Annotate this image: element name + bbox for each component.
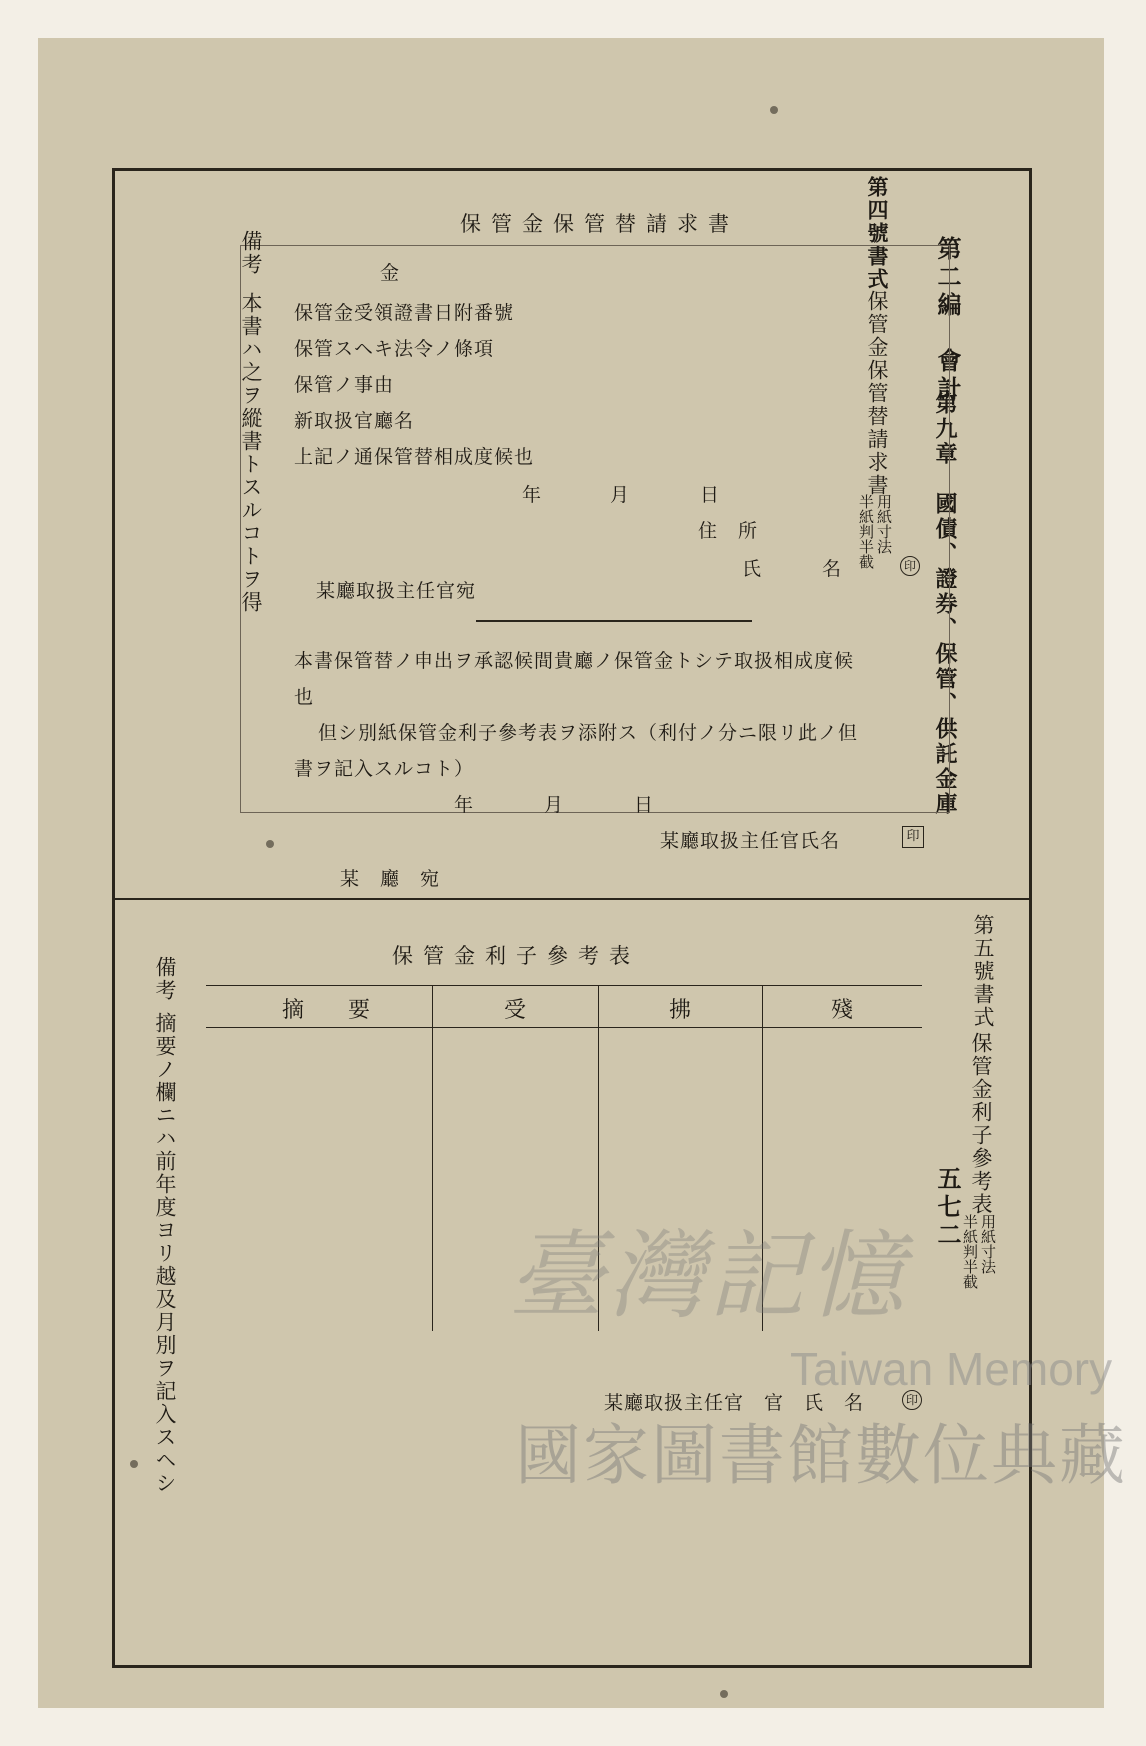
form4-date2-year: 年: [454, 794, 475, 816]
paper-speck: [266, 840, 274, 848]
form4-paper-note-1: 用紙寸法: [875, 494, 893, 554]
form5-remarks-label: 備考: [153, 956, 177, 1002]
form5-signer: 某廳取扱主任官 官 氏 名: [604, 1392, 865, 1414]
form4-note-line-1: 但シ別紙保管金利子參考表ヲ添附ス（利付ノ分ニ限リ此ノ但: [318, 722, 859, 744]
form4-note-line-2: 書ヲ記入スルコト）: [294, 758, 475, 780]
form5-paper-note-1: 用紙寸法: [979, 1214, 997, 1274]
form4-date2-month: 月: [544, 794, 565, 816]
ledger-col-paid: 拂: [668, 998, 691, 1023]
form4-title: 保管金保管替請求書: [460, 212, 739, 236]
form4-approval-line-1: 本書保管替ノ申出ヲ承認候間貴廳ノ保管金トシテ取扱相成度候: [294, 650, 855, 672]
form4-date-year: 年: [522, 484, 543, 506]
form4-signer: 某廳取扱主任官氏名: [660, 830, 841, 852]
form4-label: 第四號書式: [865, 176, 890, 291]
paper-speck: [720, 1690, 728, 1698]
form4-addressee: 某廳取扱主任官宛: [316, 580, 477, 602]
ledger-top-rule: [206, 985, 922, 986]
ledger-col-received: 受: [503, 998, 526, 1023]
form4-seal: 印: [900, 556, 920, 576]
form4-date2-day: 日: [634, 794, 655, 816]
form5-label: 第五號書式: [971, 914, 995, 1029]
form4-name-label: 氏 名: [742, 558, 843, 580]
form4-to: 某 廳 宛: [340, 868, 441, 890]
form4-address-label: 住 所: [698, 520, 759, 542]
watermark-logo: 臺灣記憶: [508, 1220, 908, 1332]
form5-remarks-text: 摘要ノ欄ニハ前年度ヨリ越及月別ヲ記入スヘシ: [153, 1012, 177, 1495]
form4-signature-rule: [476, 620, 752, 622]
form5-paper-note-2: 半紙判半截: [961, 1214, 979, 1289]
form4-approval-line-2: 也: [294, 686, 315, 708]
form4-line-1: 保管金受領證書日附番號: [294, 302, 515, 324]
form5-name: 保管金利子參考表: [969, 1032, 993, 1216]
form4-line-4: 新取扱官廳名: [294, 410, 415, 432]
watermark-english: Taiwan Memory: [790, 1343, 1113, 1395]
form4-remarks-label: 備考: [239, 230, 263, 276]
form-divider: [112, 898, 1032, 900]
form4-remarks-text: 本書ハ之ヲ縱書トスルコトヲ得: [239, 292, 263, 614]
ledger-col-summary: 摘 要: [281, 998, 370, 1023]
paper-speck: [130, 1460, 138, 1468]
form4-line-5: 上記ノ通保管替相成度候也: [294, 446, 535, 468]
watermark-chinese: 國家圖書館數位典藏: [515, 1417, 1127, 1494]
ledger-col-balance: 殘: [830, 998, 853, 1023]
form4-paper-note-2: 半紙判半截: [857, 494, 875, 569]
form5-signer-seal: 印: [902, 1390, 922, 1410]
form4-date-day: 日: [700, 484, 721, 506]
form5-title: 保管金利子參考表: [392, 944, 640, 968]
form4-line-2: 保管スヘキ法令ノ條項: [294, 338, 495, 360]
form4-name: 保管金保管替請求書: [865, 290, 889, 497]
page-number: 五七二: [933, 1166, 962, 1250]
form4-signer-seal: 印: [902, 826, 924, 848]
ledger-header-rule: [206, 1027, 922, 1028]
running-head-chapter: 第九章 國債、證券、保管、供託金庫: [932, 392, 958, 817]
form4-date-month: 月: [610, 484, 631, 506]
running-head-part: 第二編 會計: [933, 236, 962, 404]
form4-line-3: 保管ノ事由: [294, 374, 395, 396]
form4-amount-label: 金: [380, 262, 401, 284]
paper-speck: [770, 106, 778, 114]
ledger-col-rule-1: [432, 985, 433, 1331]
